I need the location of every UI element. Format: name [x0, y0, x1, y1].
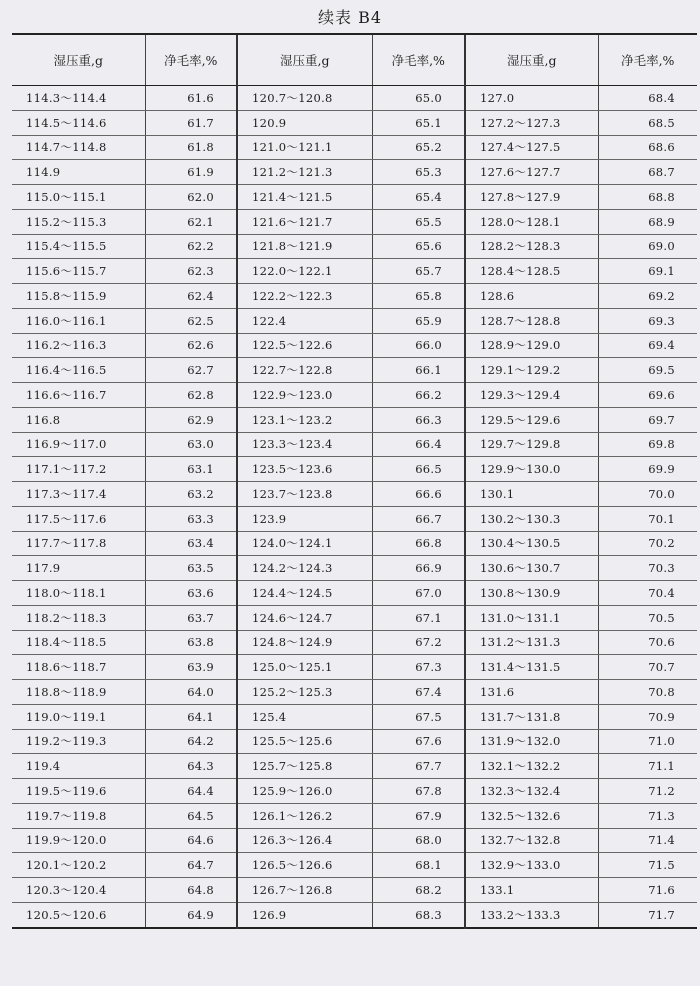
cell-wet-weight-3: 129.3～129.4 [465, 383, 598, 408]
cell-clean-rate-3: 69.6 [598, 383, 697, 408]
cell-wet-weight-2: 123.9 [237, 506, 372, 531]
header-wet-weight-1: 湿压重,g [12, 35, 145, 86]
cell-wet-weight-2: 122.0～122.1 [237, 259, 372, 284]
table-row [12, 160, 697, 185]
table-title: 续表 B4 [317, 8, 383, 27]
cell-wet-weight-2: 124.4～124.5 [237, 581, 372, 606]
cell-clean-rate-2: 66.0 [372, 333, 465, 358]
cell-wet-weight-3: 130.6～130.7 [465, 556, 598, 581]
cell-wet-weight-3: 127.8～127.9 [465, 185, 598, 210]
cell-wet-weight-3: 130.8～130.9 [465, 581, 598, 606]
cell-clean-rate-3: 70.6 [598, 630, 697, 655]
cell-clean-rate-3: 70.7 [598, 655, 697, 680]
cell-wet-weight-2: 120.9 [237, 110, 372, 135]
cell-clean-rate-1: 62.9 [145, 407, 237, 432]
table-row [12, 209, 697, 234]
cell-clean-rate-1: 63.8 [145, 630, 237, 655]
cell-clean-rate-2: 66.8 [372, 531, 465, 556]
cell-clean-rate-2: 65.2 [372, 135, 465, 160]
cell-wet-weight-3: 129.5～129.6 [465, 407, 598, 432]
table-row [12, 506, 697, 531]
cell-clean-rate-3: 71.7 [598, 902, 697, 927]
cell-clean-rate-3: 68.5 [598, 110, 697, 135]
cell-wet-weight-2: 121.8～121.9 [237, 234, 372, 259]
table-row [12, 333, 697, 358]
table-row [12, 407, 697, 432]
cell-clean-rate-2: 66.4 [372, 432, 465, 457]
cell-wet-weight-2: 125.0～125.1 [237, 655, 372, 680]
table-row [12, 482, 697, 507]
cell-wet-weight-1: 117.1～117.2 [12, 457, 145, 482]
cell-wet-weight-1: 119.0～119.1 [12, 704, 145, 729]
cell-wet-weight-1: 117.9 [12, 556, 145, 581]
cell-wet-weight-3: 128.6 [465, 284, 598, 309]
cell-wet-weight-3: 130.2～130.3 [465, 506, 598, 531]
cell-wet-weight-3: 127.0 [465, 86, 598, 111]
cell-wet-weight-3: 133.2～133.3 [465, 902, 598, 927]
table-row [12, 86, 697, 111]
cell-clean-rate-2: 68.3 [372, 902, 465, 927]
cell-clean-rate-1: 64.2 [145, 729, 237, 754]
cell-clean-rate-2: 65.6 [372, 234, 465, 259]
cell-clean-rate-2: 65.1 [372, 110, 465, 135]
cell-wet-weight-1: 117.7～117.8 [12, 531, 145, 556]
cell-wet-weight-1: 114.7～114.8 [12, 135, 145, 160]
cell-wet-weight-3: 128.2～128.3 [465, 234, 598, 259]
cell-wet-weight-3: 132.9～133.0 [465, 853, 598, 878]
cell-wet-weight-3: 128.9～129.0 [465, 333, 598, 358]
cell-wet-weight-1: 116.2～116.3 [12, 333, 145, 358]
cell-clean-rate-2: 67.5 [372, 704, 465, 729]
cell-wet-weight-2: 124.0～124.1 [237, 531, 372, 556]
cell-clean-rate-1: 62.0 [145, 185, 237, 210]
cell-clean-rate-1: 63.9 [145, 655, 237, 680]
cell-wet-weight-1: 120.3～120.4 [12, 878, 145, 903]
cell-wet-weight-2: 123.5～123.6 [237, 457, 372, 482]
cell-clean-rate-3: 70.2 [598, 531, 697, 556]
cell-wet-weight-2: 125.9～126.0 [237, 779, 372, 804]
table-row [12, 358, 697, 383]
conversion-table [12, 35, 697, 929]
cell-clean-rate-1: 63.7 [145, 605, 237, 630]
cell-clean-rate-2: 65.3 [372, 160, 465, 185]
cell-wet-weight-2: 126.7～126.8 [237, 878, 372, 903]
cell-wet-weight-2: 126.5～126.6 [237, 853, 372, 878]
cell-wet-weight-1: 116.4～116.5 [12, 358, 145, 383]
cell-clean-rate-2: 67.8 [372, 779, 465, 804]
cell-wet-weight-1: 114.3～114.4 [12, 86, 145, 111]
cell-clean-rate-1: 62.5 [145, 308, 237, 333]
cell-clean-rate-3: 71.3 [598, 803, 697, 828]
cell-clean-rate-3: 70.0 [598, 482, 697, 507]
table-row [12, 284, 697, 309]
cell-wet-weight-2: 125.5～125.6 [237, 729, 372, 754]
cell-wet-weight-3: 127.2～127.3 [465, 110, 598, 135]
table-row [12, 432, 697, 457]
cell-wet-weight-1: 118.6～118.7 [12, 655, 145, 680]
cell-wet-weight-2: 122.5～122.6 [237, 333, 372, 358]
cell-wet-weight-3: 130.1 [465, 482, 598, 507]
table-row [12, 556, 697, 581]
cell-wet-weight-2: 125.4 [237, 704, 372, 729]
cell-wet-weight-1: 116.9～117.0 [12, 432, 145, 457]
cell-clean-rate-2: 66.3 [372, 407, 465, 432]
cell-clean-rate-2: 65.0 [372, 86, 465, 111]
cell-wet-weight-2: 121.4～121.5 [237, 185, 372, 210]
cell-clean-rate-3: 71.2 [598, 779, 697, 804]
cell-wet-weight-1: 117.3～117.4 [12, 482, 145, 507]
cell-clean-rate-1: 61.7 [145, 110, 237, 135]
cell-wet-weight-1: 116.0～116.1 [12, 308, 145, 333]
cell-clean-rate-3: 68.4 [598, 86, 697, 111]
table-row [12, 902, 697, 927]
cell-clean-rate-2: 67.1 [372, 605, 465, 630]
header-wet-weight-2: 湿压重,g [237, 35, 372, 86]
table-body [12, 86, 697, 928]
cell-wet-weight-1: 115.8～115.9 [12, 284, 145, 309]
cell-clean-rate-2: 65.4 [372, 185, 465, 210]
cell-wet-weight-2: 122.7～122.8 [237, 358, 372, 383]
table-row [12, 704, 697, 729]
cell-clean-rate-1: 62.6 [145, 333, 237, 358]
cell-clean-rate-3: 68.8 [598, 185, 697, 210]
cell-clean-rate-3: 68.6 [598, 135, 697, 160]
cell-wet-weight-3: 128.7～128.8 [465, 308, 598, 333]
cell-wet-weight-2: 126.3～126.4 [237, 828, 372, 853]
cell-wet-weight-3: 131.2～131.3 [465, 630, 598, 655]
cell-clean-rate-1: 62.7 [145, 358, 237, 383]
cell-clean-rate-2: 66.9 [372, 556, 465, 581]
cell-wet-weight-3: 127.4～127.5 [465, 135, 598, 160]
cell-wet-weight-2: 121.6～121.7 [237, 209, 372, 234]
cell-wet-weight-1: 119.4 [12, 754, 145, 779]
cell-wet-weight-1: 115.2～115.3 [12, 209, 145, 234]
table-row [12, 234, 697, 259]
table-row [12, 630, 697, 655]
cell-clean-rate-2: 66.5 [372, 457, 465, 482]
table-row [12, 383, 697, 408]
cell-wet-weight-3: 133.1 [465, 878, 598, 903]
cell-clean-rate-3: 69.3 [598, 308, 697, 333]
table-row [12, 457, 697, 482]
cell-wet-weight-2: 125.2～125.3 [237, 680, 372, 705]
cell-clean-rate-2: 67.9 [372, 803, 465, 828]
cell-clean-rate-1: 63.0 [145, 432, 237, 457]
cell-wet-weight-1: 119.7～119.8 [12, 803, 145, 828]
table-row [12, 581, 697, 606]
header-clean-rate-3: 净毛率,% [598, 35, 697, 86]
cell-wet-weight-2: 124.6～124.7 [237, 605, 372, 630]
cell-clean-rate-3: 68.7 [598, 160, 697, 185]
cell-wet-weight-3: 131.4～131.5 [465, 655, 598, 680]
cell-wet-weight-1: 118.8～118.9 [12, 680, 145, 705]
cell-clean-rate-3: 71.4 [598, 828, 697, 853]
cell-wet-weight-3: 131.0～131.1 [465, 605, 598, 630]
cell-clean-rate-2: 67.0 [372, 581, 465, 606]
header-wet-weight-3: 湿压重,g [465, 35, 598, 86]
cell-wet-weight-2: 123.1～123.2 [237, 407, 372, 432]
cell-clean-rate-1: 64.8 [145, 878, 237, 903]
table-row [12, 135, 697, 160]
cell-wet-weight-1: 119.5～119.6 [12, 779, 145, 804]
cell-clean-rate-3: 69.2 [598, 284, 697, 309]
cell-wet-weight-1: 116.8 [12, 407, 145, 432]
cell-wet-weight-1: 116.6～116.7 [12, 383, 145, 408]
cell-wet-weight-3: 131.7～131.8 [465, 704, 598, 729]
cell-clean-rate-1: 64.4 [145, 779, 237, 804]
cell-wet-weight-2: 121.0～121.1 [237, 135, 372, 160]
cell-clean-rate-2: 67.2 [372, 630, 465, 655]
cell-wet-weight-1: 115.0～115.1 [12, 185, 145, 210]
table-row [12, 308, 697, 333]
cell-wet-weight-3: 132.3～132.4 [465, 779, 598, 804]
cell-clean-rate-2: 66.6 [372, 482, 465, 507]
table-row [12, 655, 697, 680]
cell-wet-weight-3: 132.5～132.6 [465, 803, 598, 828]
cell-wet-weight-3: 131.6 [465, 680, 598, 705]
table-row [12, 110, 697, 135]
cell-wet-weight-2: 126.9 [237, 902, 372, 927]
cell-wet-weight-2: 125.7～125.8 [237, 754, 372, 779]
cell-clean-rate-3: 70.3 [598, 556, 697, 581]
cell-clean-rate-3: 69.7 [598, 407, 697, 432]
cell-wet-weight-2: 123.3～123.4 [237, 432, 372, 457]
table-row [12, 185, 697, 210]
cell-clean-rate-2: 65.5 [372, 209, 465, 234]
cell-wet-weight-1: 114.5～114.6 [12, 110, 145, 135]
cell-clean-rate-2: 68.1 [372, 853, 465, 878]
cell-wet-weight-3: 132.1～132.2 [465, 754, 598, 779]
cell-clean-rate-1: 63.3 [145, 506, 237, 531]
cell-wet-weight-3: 130.4～130.5 [465, 531, 598, 556]
cell-clean-rate-1: 62.4 [145, 284, 237, 309]
cell-wet-weight-2: 122.2～122.3 [237, 284, 372, 309]
table-row [12, 754, 697, 779]
header-clean-rate-1: 净毛率,% [145, 35, 237, 86]
table-row [12, 803, 697, 828]
cell-clean-rate-1: 64.6 [145, 828, 237, 853]
table-container [12, 33, 697, 929]
cell-clean-rate-1: 62.1 [145, 209, 237, 234]
cell-clean-rate-1: 63.4 [145, 531, 237, 556]
cell-clean-rate-1: 63.6 [145, 581, 237, 606]
cell-clean-rate-3: 69.8 [598, 432, 697, 457]
cell-clean-rate-2: 68.0 [372, 828, 465, 853]
cell-clean-rate-3: 70.9 [598, 704, 697, 729]
cell-clean-rate-3: 69.9 [598, 457, 697, 482]
cell-clean-rate-3: 69.1 [598, 259, 697, 284]
cell-wet-weight-2: 120.7～120.8 [237, 86, 372, 111]
cell-clean-rate-3: 68.9 [598, 209, 697, 234]
header-clean-rate-2: 净毛率,% [372, 35, 465, 86]
cell-wet-weight-2: 124.2～124.3 [237, 556, 372, 581]
cell-clean-rate-2: 65.7 [372, 259, 465, 284]
cell-wet-weight-3: 128.0～128.1 [465, 209, 598, 234]
cell-clean-rate-1: 64.3 [145, 754, 237, 779]
cell-wet-weight-2: 121.2～121.3 [237, 160, 372, 185]
cell-clean-rate-3: 71.5 [598, 853, 697, 878]
cell-wet-weight-1: 117.5～117.6 [12, 506, 145, 531]
cell-wet-weight-3: 129.1～129.2 [465, 358, 598, 383]
cell-clean-rate-1: 63.2 [145, 482, 237, 507]
table-row [12, 531, 697, 556]
cell-clean-rate-3: 70.8 [598, 680, 697, 705]
cell-clean-rate-1: 61.6 [145, 86, 237, 111]
cell-wet-weight-1: 118.0～118.1 [12, 581, 145, 606]
cell-wet-weight-1: 118.2～118.3 [12, 605, 145, 630]
cell-clean-rate-2: 66.1 [372, 358, 465, 383]
cell-clean-rate-1: 62.2 [145, 234, 237, 259]
table-row [12, 259, 697, 284]
cell-wet-weight-3: 131.9～132.0 [465, 729, 598, 754]
cell-clean-rate-1: 61.8 [145, 135, 237, 160]
cell-clean-rate-2: 67.4 [372, 680, 465, 705]
cell-wet-weight-1: 119.9～120.0 [12, 828, 145, 853]
cell-clean-rate-3: 69.5 [598, 358, 697, 383]
cell-clean-rate-1: 62.8 [145, 383, 237, 408]
cell-clean-rate-3: 69.0 [598, 234, 697, 259]
table-row [12, 605, 697, 630]
cell-clean-rate-1: 63.1 [145, 457, 237, 482]
table-row [12, 680, 697, 705]
cell-wet-weight-1: 120.5～120.6 [12, 902, 145, 927]
cell-clean-rate-1: 64.7 [145, 853, 237, 878]
cell-clean-rate-1: 62.3 [145, 259, 237, 284]
cell-clean-rate-2: 68.2 [372, 878, 465, 903]
cell-clean-rate-3: 69.4 [598, 333, 697, 358]
cell-clean-rate-3: 71.0 [598, 729, 697, 754]
cell-wet-weight-3: 129.9～130.0 [465, 457, 598, 482]
cell-wet-weight-3: 132.7～132.8 [465, 828, 598, 853]
cell-clean-rate-2: 65.9 [372, 308, 465, 333]
cell-clean-rate-1: 64.9 [145, 902, 237, 927]
cell-wet-weight-2: 126.1～126.2 [237, 803, 372, 828]
cell-wet-weight-1: 119.2～119.3 [12, 729, 145, 754]
cell-wet-weight-3: 127.6～127.7 [465, 160, 598, 185]
cell-wet-weight-1: 114.9 [12, 160, 145, 185]
cell-clean-rate-3: 71.1 [598, 754, 697, 779]
table-row [12, 878, 697, 903]
cell-wet-weight-3: 128.4～128.5 [465, 259, 598, 284]
cell-clean-rate-1: 63.5 [145, 556, 237, 581]
cell-clean-rate-3: 71.6 [598, 878, 697, 903]
cell-wet-weight-2: 123.7～123.8 [237, 482, 372, 507]
cell-clean-rate-2: 67.6 [372, 729, 465, 754]
cell-clean-rate-1: 64.1 [145, 704, 237, 729]
cell-clean-rate-3: 70.1 [598, 506, 697, 531]
cell-clean-rate-1: 61.9 [145, 160, 237, 185]
header-row [12, 35, 697, 86]
cell-clean-rate-2: 67.7 [372, 754, 465, 779]
cell-wet-weight-2: 122.9～123.0 [237, 383, 372, 408]
table-row [12, 853, 697, 878]
cell-wet-weight-1: 115.4～115.5 [12, 234, 145, 259]
cell-wet-weight-3: 129.7～129.8 [465, 432, 598, 457]
cell-clean-rate-2: 67.3 [372, 655, 465, 680]
cell-clean-rate-3: 70.5 [598, 605, 697, 630]
table-row [12, 779, 697, 804]
cell-wet-weight-1: 115.6～115.7 [12, 259, 145, 284]
table-row [12, 729, 697, 754]
cell-clean-rate-2: 66.2 [372, 383, 465, 408]
cell-wet-weight-1: 120.1～120.2 [12, 853, 145, 878]
cell-wet-weight-2: 122.4 [237, 308, 372, 333]
cell-clean-rate-1: 64.0 [145, 680, 237, 705]
cell-wet-weight-1: 118.4～118.5 [12, 630, 145, 655]
cell-clean-rate-2: 66.7 [372, 506, 465, 531]
cell-wet-weight-2: 124.8～124.9 [237, 630, 372, 655]
table-row [12, 828, 697, 853]
cell-clean-rate-3: 70.4 [598, 581, 697, 606]
cell-clean-rate-2: 65.8 [372, 284, 465, 309]
cell-clean-rate-1: 64.5 [145, 803, 237, 828]
